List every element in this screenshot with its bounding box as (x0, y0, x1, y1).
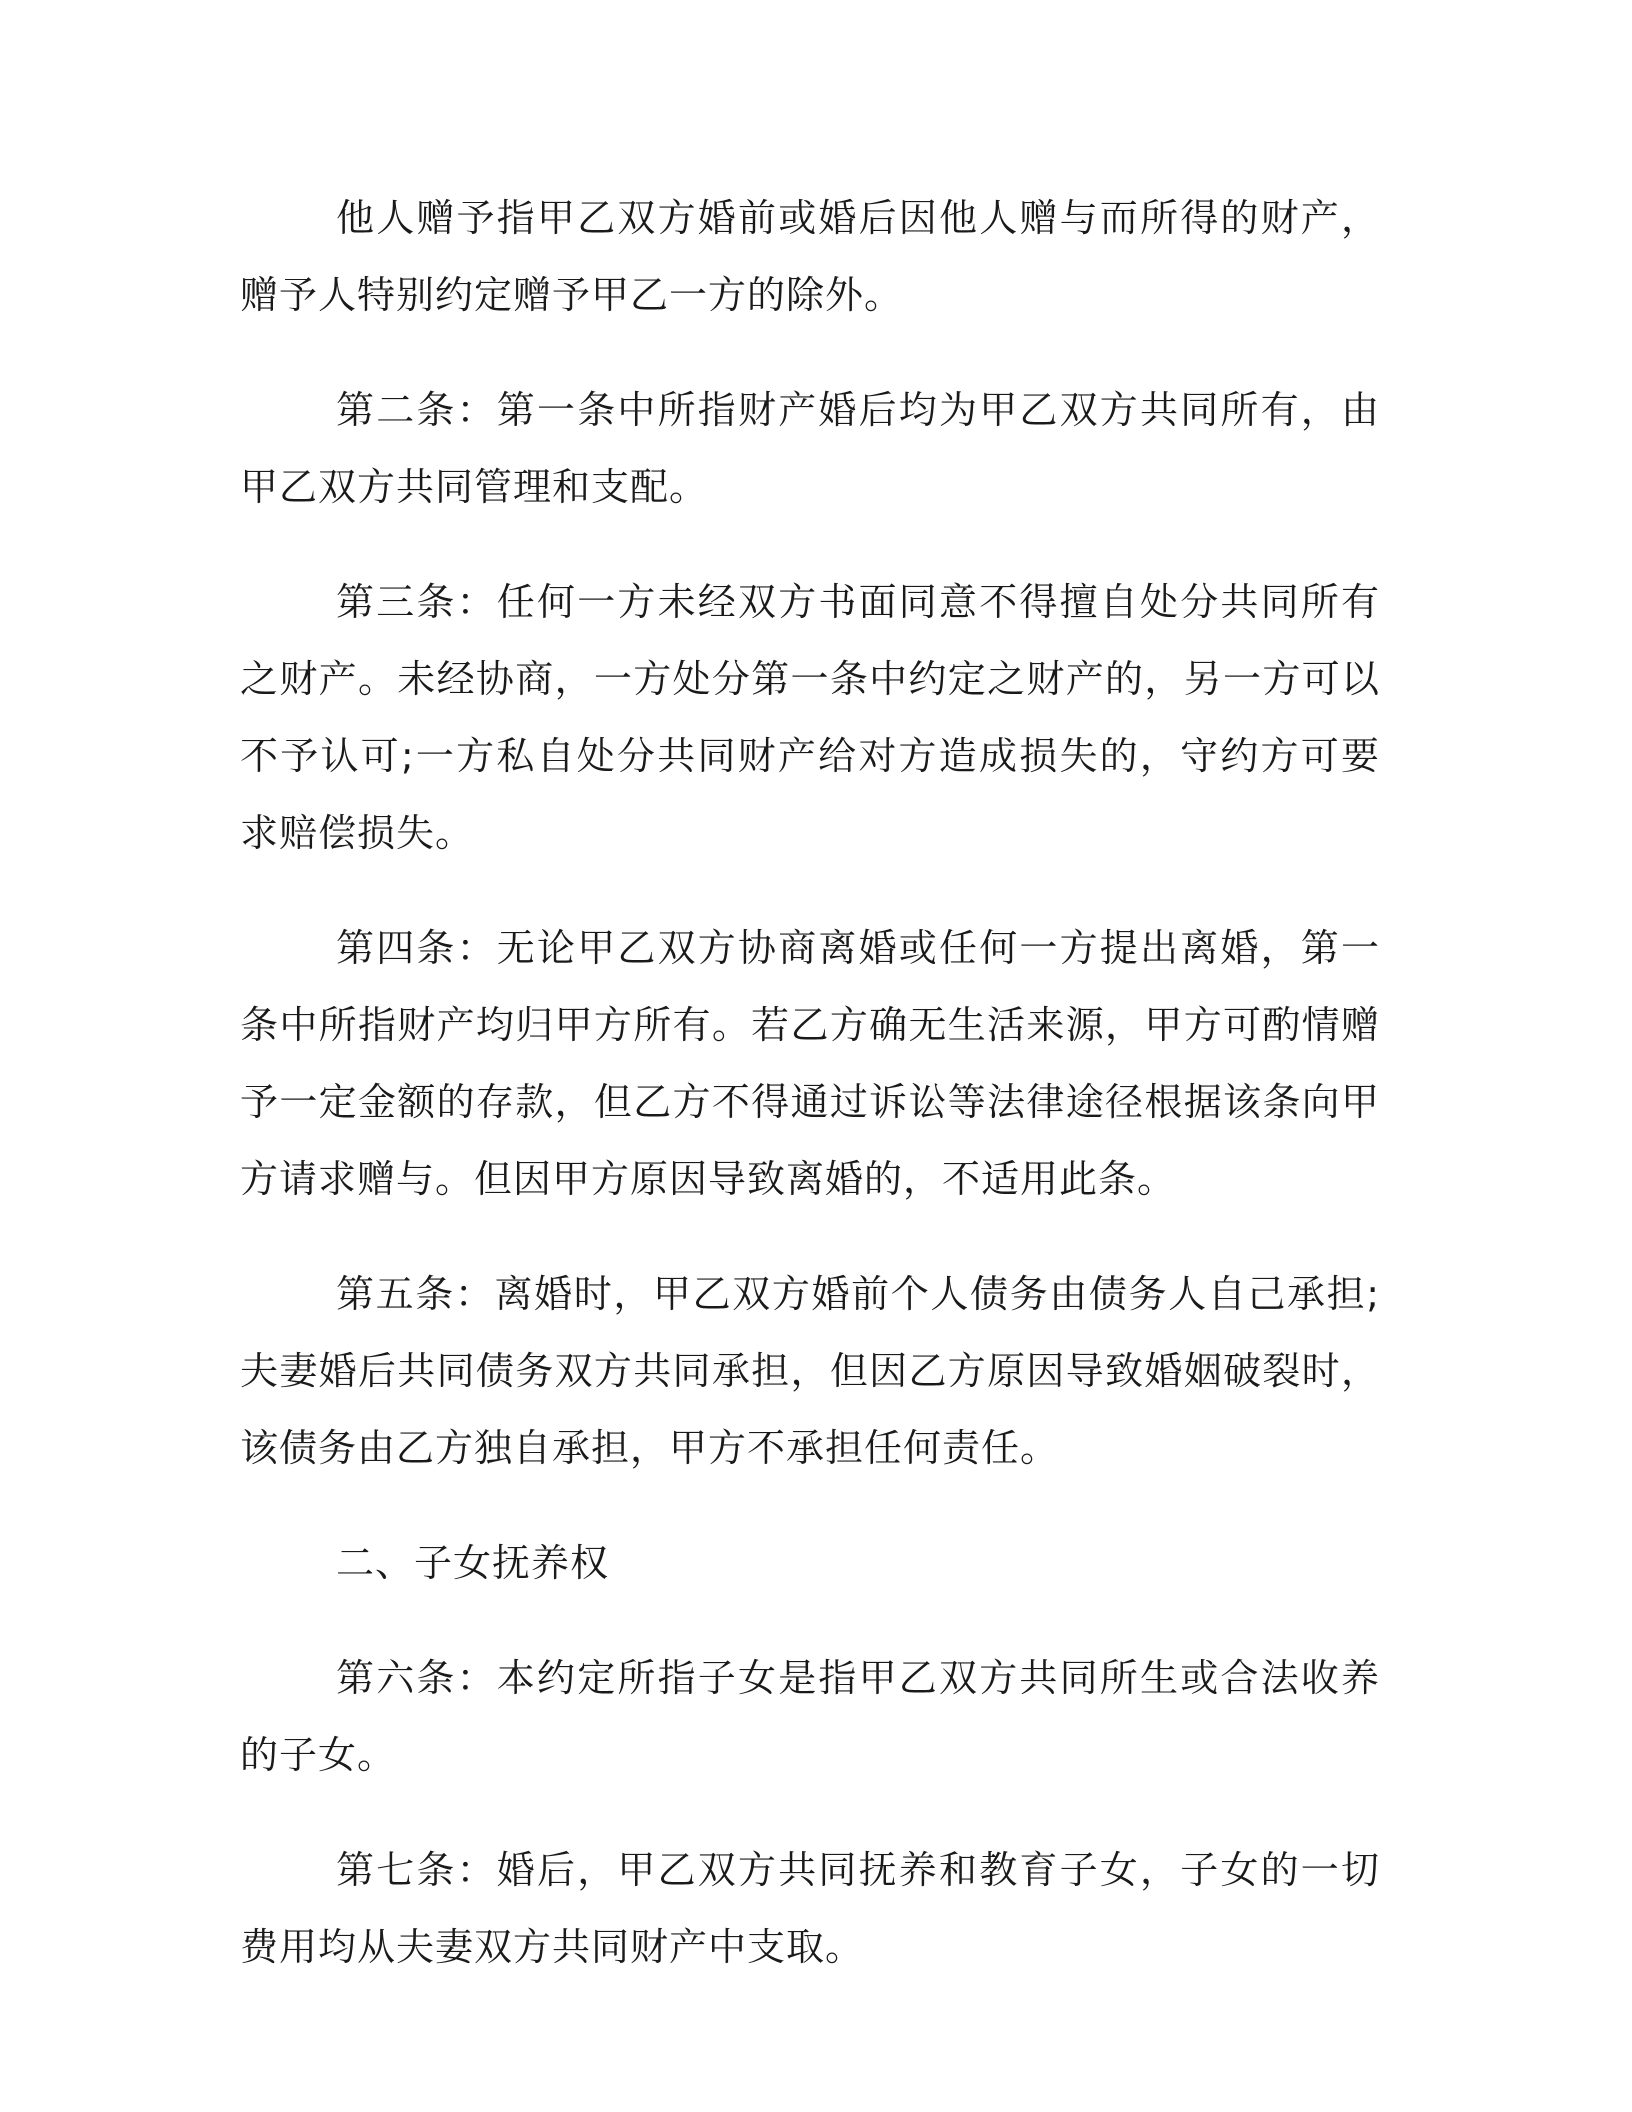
paragraph-article-3: 第三条：任何一方未经双方书面同意不得擅自处分共同所有之财产。未经协商，一方处分第一条中约定之财产的，另一方可以不予认可;一方私自处分共同财产给对方造成损失的，守约方可要求赔偿损失。 (240, 580, 1380, 855)
paragraph-article-5: 第五条：离婚时，甲乙双方婚前个人债务由债务人自己承担;夫妻婚后共同债务双方共同承担，但因乙方原因导致婚姻破裂时，该债务由乙方独自承担，甲方不承担任何责任。 (240, 1272, 1380, 1470)
paragraph-gift-definition: 他人赠予指甲乙双方婚前或婚后因他人赠与而所得的财产，赠予人特别约定赠予甲乙一方的除外。 (240, 196, 1380, 317)
paragraph-article-2: 第二条：第一条中所指财产婚后均为甲乙双方共同所有，由甲乙双方共同管理和支配。 (240, 388, 1380, 509)
document-body (240, 180, 1380, 2024)
paragraph-article-4: 第四条：无论甲乙双方协商离婚或任何一方提出离婚，第一条中所指财产均归甲方所有。若乙方确无生活来源，甲方可酌情赠予一定金额的存款，但乙方不得通过诉讼等法律途径根据该条向甲方请求赠与。但因甲方原因导致离婚的，不适用此条。 (240, 926, 1380, 1201)
paragraph-article-7: 第七条：婚后，甲乙双方共同抚养和教育子女，子女的一切费用均从夫妻双方共同财产中支取。 (240, 1848, 1380, 1969)
section-heading-child-custody: 二、子女抚养权 (336, 1541, 610, 1585)
paragraph-article-6: 第六条：本约定所指子女是指甲乙双方共同所生或合法收养的子女。 (240, 1656, 1380, 1777)
